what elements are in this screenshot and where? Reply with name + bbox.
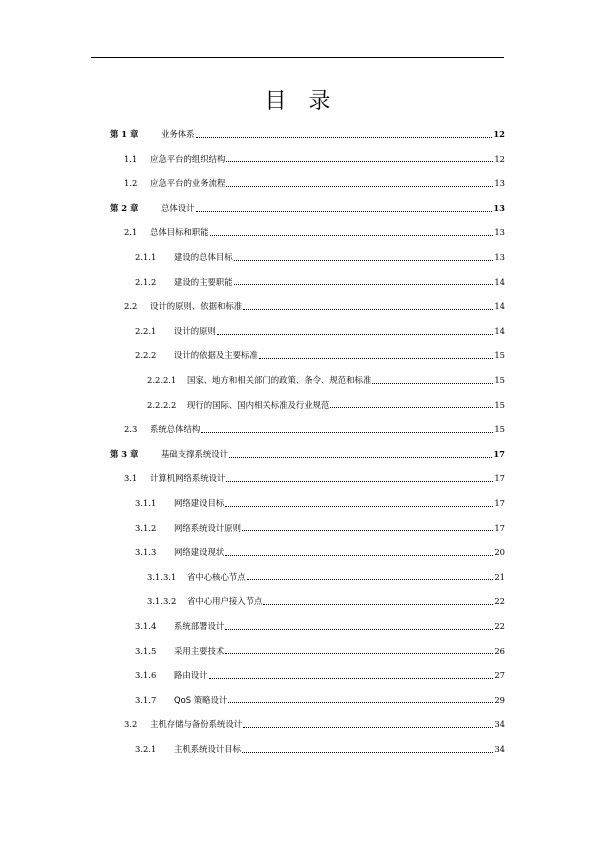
toc-entry-title: QoS 策略设计 bbox=[174, 694, 228, 705]
toc-entry[interactable] bbox=[110, 491, 505, 516]
toc-entry-title: 总体设计 bbox=[161, 202, 195, 213]
toc-entry-number: 3.1.3.1 bbox=[147, 571, 177, 582]
toc-entry[interactable] bbox=[110, 393, 505, 418]
toc-entry-number: 第 3 章 bbox=[110, 448, 139, 459]
toc-dot-leader bbox=[217, 334, 493, 335]
toc-entry[interactable] bbox=[110, 589, 505, 614]
toc-entry-number: 3.1.7 bbox=[135, 694, 157, 705]
toc-entry-page: 26 bbox=[494, 645, 505, 656]
toc-dot-leader bbox=[225, 629, 493, 630]
toc-entry[interactable] bbox=[110, 368, 505, 393]
toc-entry-title: 设计的依据及主要标准 bbox=[174, 350, 258, 361]
toc-entry-title: 网络建设现状 bbox=[174, 547, 225, 558]
toc-entry-title: 建设的总体目标 bbox=[174, 252, 233, 263]
toc-entry-page: 13 bbox=[494, 227, 505, 238]
toc-entry[interactable] bbox=[110, 343, 505, 368]
toc-entry-number: 2.2.1 bbox=[135, 325, 157, 336]
toc-entry-page: 14 bbox=[494, 325, 505, 336]
toc-dot-leader bbox=[259, 358, 494, 359]
toc-entry[interactable] bbox=[110, 294, 505, 319]
toc-entry-number: 3.1.6 bbox=[135, 670, 157, 681]
toc-entry-title: 基础支撑系统设计 bbox=[161, 448, 228, 459]
toc-entry-number: 3.2 bbox=[124, 719, 138, 730]
toc-entry-page: 17 bbox=[494, 498, 505, 508]
header-rule bbox=[91, 57, 504, 58]
toc-dot-leader bbox=[228, 702, 493, 703]
toc-entry[interactable] bbox=[110, 417, 505, 442]
toc-entry-number: 2.1 bbox=[124, 227, 138, 238]
toc-dot-leader bbox=[225, 506, 493, 507]
toc-dot-leader bbox=[229, 457, 492, 458]
toc-entry[interactable] bbox=[110, 638, 505, 663]
toc-entry-page: 15 bbox=[494, 424, 505, 435]
toc-dot-leader bbox=[242, 530, 493, 531]
toc-entry[interactable] bbox=[110, 516, 505, 541]
toc-entry-number: 第 1 章 bbox=[110, 129, 139, 140]
toc-dot-leader bbox=[330, 407, 493, 408]
toc-entry-page: 20 bbox=[494, 547, 505, 558]
toc-entry-page: 15 bbox=[494, 375, 505, 386]
toc-entry-number: 2.3 bbox=[124, 424, 138, 435]
toc-entry-number: 1.2 bbox=[124, 178, 138, 189]
toc-entry-title: 应急平台的业务流程 bbox=[150, 178, 226, 189]
toc-dot-leader bbox=[225, 555, 493, 556]
toc-entry-number: 2.2.2.2 bbox=[147, 399, 177, 410]
toc-dot-leader bbox=[247, 579, 494, 580]
toc-entry-title: 设计的原则 bbox=[174, 325, 216, 336]
toc-entry-number: 3.1.3 bbox=[135, 547, 157, 558]
toc-entry-number: 3.1.2 bbox=[135, 522, 157, 533]
toc-entry-title: 主机存储与备份系统设计 bbox=[150, 719, 243, 730]
toc-entry-page: 13 bbox=[494, 252, 505, 263]
toc-entry[interactable] bbox=[110, 540, 505, 565]
toc-entry-title: 国家、地方和相关部门的政策、条令、规范和标准 bbox=[187, 375, 372, 386]
toc-entry[interactable] bbox=[110, 319, 505, 344]
toc-entry-title: 业务体系 bbox=[161, 129, 195, 140]
toc-dot-leader bbox=[196, 137, 493, 138]
toc-entry-number: 3.1.4 bbox=[135, 620, 157, 631]
toc-entry[interactable] bbox=[110, 122, 505, 147]
toc-dot-leader bbox=[243, 309, 493, 310]
toc-entry-number: 2.1.1 bbox=[135, 252, 157, 263]
toc-entry-title: 系统总体结构 bbox=[150, 424, 201, 435]
toc-entry[interactable] bbox=[110, 614, 505, 639]
toc-entry-page: 21 bbox=[494, 571, 505, 582]
toc-entry-title: 应急平台的组织结构 bbox=[150, 153, 226, 164]
toc-entry[interactable] bbox=[110, 737, 505, 762]
toc-entry-page: 29 bbox=[494, 694, 505, 705]
toc-entry-page: 12 bbox=[494, 153, 505, 164]
toc-dot-leader bbox=[196, 211, 493, 212]
toc-entry-page: 14 bbox=[494, 301, 505, 312]
toc-entry-page: 14 bbox=[494, 276, 505, 287]
toc-entry-page: 12 bbox=[493, 129, 505, 140]
toc-entry[interactable] bbox=[110, 196, 505, 221]
toc-entry[interactable] bbox=[110, 712, 505, 737]
toc-entry-title: 现行的国际、国内相关标准及行业规范 bbox=[187, 399, 330, 410]
toc-entry-page: 22 bbox=[494, 596, 505, 607]
toc-dot-leader bbox=[263, 604, 493, 605]
toc-title: 目 录 bbox=[264, 89, 331, 114]
toc-entry-page: 13 bbox=[494, 178, 505, 189]
toc-dot-leader bbox=[225, 653, 493, 654]
toc-entry-page: 15 bbox=[494, 399, 505, 410]
toc-entry-number: 第 2 章 bbox=[110, 202, 139, 213]
toc-entry-title: 主机系统设计目标 bbox=[174, 743, 241, 754]
toc-entry[interactable] bbox=[110, 147, 505, 172]
toc-entry-number: 3.1.5 bbox=[135, 645, 157, 656]
toc-entry-number: 2.2.2 bbox=[135, 350, 157, 361]
toc-entry-number: 1.1 bbox=[124, 153, 138, 164]
toc-entry-number: 3.2.1 bbox=[135, 743, 157, 754]
toc-entry-title: 网络系统设计原则 bbox=[174, 522, 241, 533]
toc-entry-title: 计算机网络系统设计 bbox=[150, 473, 226, 484]
toc-dot-leader bbox=[226, 161, 493, 162]
toc-dot-leader bbox=[201, 432, 493, 433]
toc-entry-number: 3.1.1 bbox=[135, 498, 157, 508]
toc-entry-title: 网络建设目标 bbox=[174, 498, 225, 508]
toc-entry[interactable] bbox=[110, 565, 505, 590]
toc-dot-leader bbox=[242, 752, 493, 753]
toc-entry-page: 34 bbox=[494, 743, 505, 754]
toc-entry[interactable] bbox=[110, 220, 505, 245]
toc-entry-number: 2.1.2 bbox=[135, 276, 157, 287]
toc-dot-leader bbox=[226, 481, 493, 482]
toc-entry-title: 路由设计 bbox=[174, 670, 208, 681]
toc-entry[interactable] bbox=[110, 466, 505, 491]
toc-dot-leader bbox=[209, 678, 494, 679]
toc-entry-number: 2.2.2.1 bbox=[147, 375, 177, 386]
toc-entry[interactable] bbox=[110, 171, 505, 196]
toc-dot-leader bbox=[234, 284, 494, 285]
toc-dot-leader bbox=[226, 186, 493, 187]
toc-entry-page: 13 bbox=[493, 202, 505, 213]
toc-entry-page: 17 bbox=[494, 473, 505, 484]
toc-entry-number: 2.2 bbox=[124, 301, 138, 312]
toc-entry-number: 3.1 bbox=[124, 473, 138, 484]
toc-entry-number: 3.1.3.2 bbox=[147, 596, 177, 607]
toc-entry-page: 17 bbox=[494, 522, 505, 533]
toc-entry[interactable] bbox=[110, 663, 505, 688]
toc-entry-title: 省中心用户接入节点 bbox=[187, 596, 263, 607]
toc-entry-page: 17 bbox=[493, 448, 505, 459]
toc-dot-leader bbox=[234, 260, 494, 261]
toc-entry-page: 34 bbox=[494, 719, 505, 730]
toc-entry[interactable] bbox=[110, 688, 505, 713]
table-of-contents bbox=[110, 122, 505, 761]
toc-entry[interactable] bbox=[110, 270, 505, 295]
toc-entry-title: 系统部署设计 bbox=[174, 620, 225, 631]
toc-entry-page: 22 bbox=[494, 620, 505, 631]
toc-entry-title: 采用主要技术 bbox=[174, 645, 225, 656]
toc-entry[interactable] bbox=[110, 245, 505, 270]
toc-dot-leader bbox=[243, 727, 493, 728]
toc-dot-leader bbox=[372, 383, 493, 384]
toc-entry-title: 建设的主要职能 bbox=[174, 276, 233, 287]
toc-entry-title: 省中心核心节点 bbox=[187, 571, 246, 582]
toc-entry-title: 总体目标和职能 bbox=[150, 227, 209, 238]
toc-entry-page: 15 bbox=[494, 350, 505, 361]
toc-dot-leader bbox=[210, 235, 494, 236]
toc-entry[interactable] bbox=[110, 442, 505, 467]
toc-entry-page: 27 bbox=[494, 670, 505, 681]
toc-entry-title: 设计的原则、依据和标准 bbox=[150, 301, 243, 312]
